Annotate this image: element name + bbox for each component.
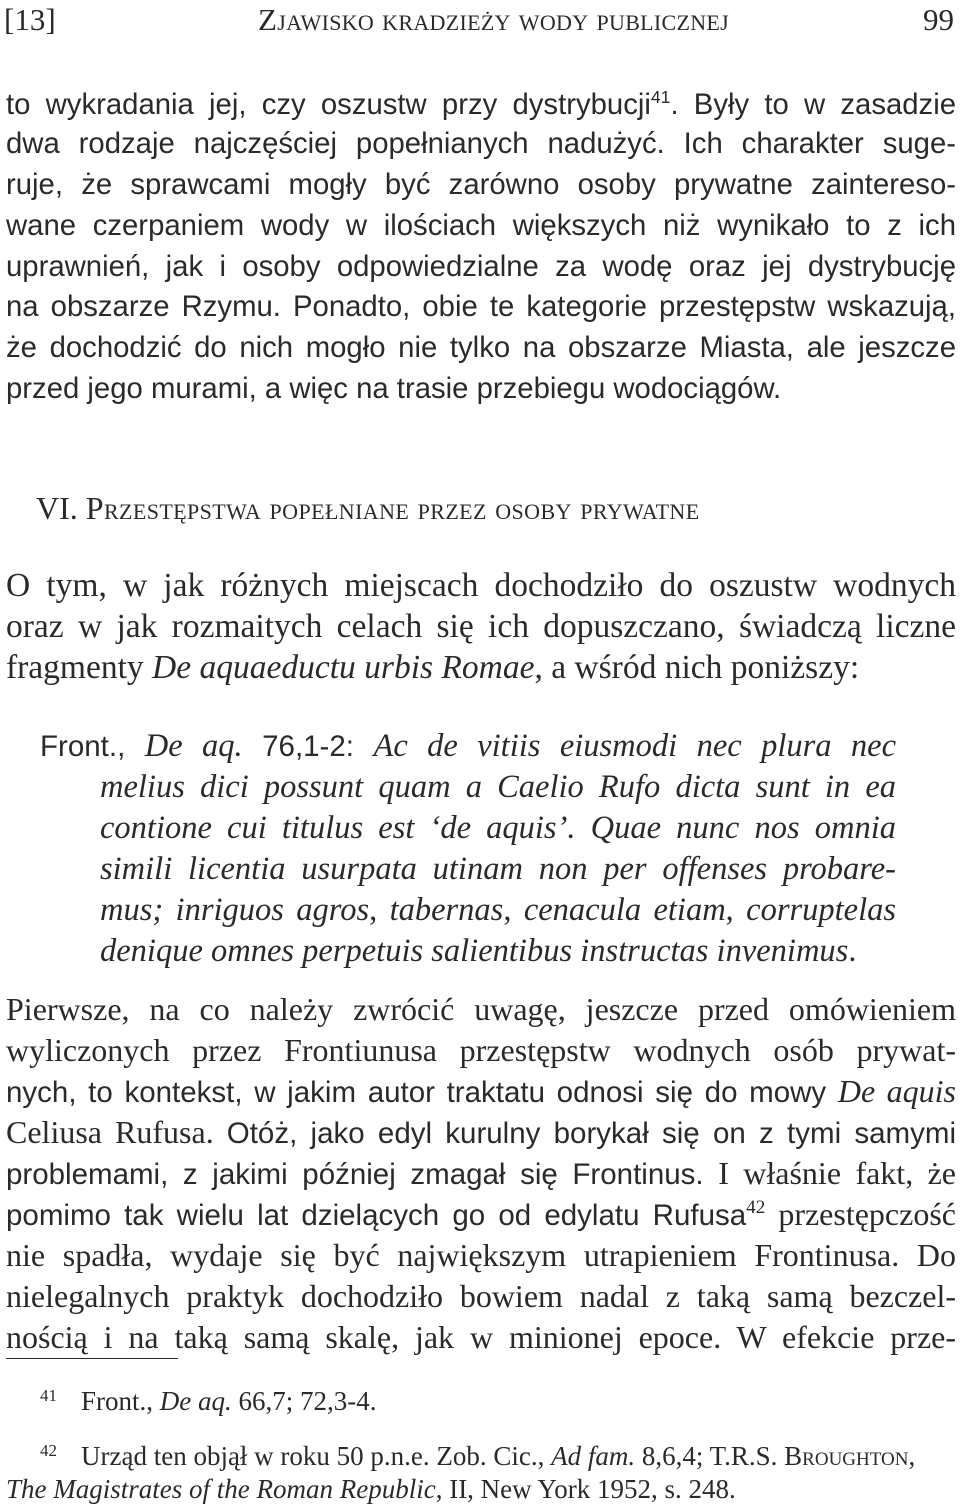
- footnote-ref-42[interactable]: 42: [746, 1197, 766, 1219]
- quote-line: Front., De aq. 76,1-2: Ac de vitiis eiusmodi nec plura nec: [40, 728, 896, 764]
- section-number: [13]: [4, 2, 56, 37]
- footnote-separator: [6, 1358, 178, 1359]
- section-heading-title: Przestępstwa popełniane przez osoby prywatne: [85, 490, 700, 526]
- quote-line: simili licentia usurpata utinam non per offenses probare-: [100, 851, 896, 887]
- text-line: przed jego murami, a więc na trasie przebiegu wodociągów.: [6, 372, 782, 405]
- text-line: pomimo tak wielu lat dzielących go od edylatu Rufusa$^{42}$ przestępczość: [6, 1196, 956, 1232]
- text-line: że dochodzić do nich mogło nie tylko na obszarze Miasta, ale jeszcze: [6, 331, 956, 364]
- text-line: Celiusa Rufusa. Otóż, jako edyl kurulny borykał się on z tymi samymi: [6, 1114, 956, 1150]
- quote-source: Front.,: [40, 730, 145, 763]
- footnote-ref-41[interactable]: 41: [650, 87, 671, 108]
- footnote-number: 41: [40, 1386, 57, 1405]
- text-line: to wykradania jej, czy oszustw przy dystrybucji$^{41}$. Były to w zasadzie: [6, 87, 956, 121]
- text-line: fragmenty De aquaeductu urbis Romae, a wśród nich poniższy:: [6, 649, 860, 686]
- text-line: nielegalnych praktyk dochodziło bowiem nadal z taką samą bezczel-: [6, 1278, 956, 1314]
- text-line: na obszarze Rzymu. Ponadto, obie te kategorie przestępstw wskazują,: [6, 290, 956, 323]
- footnote-42-continued: The Magistrates of the Roman Republic, II, New York 1952, s. 248.: [6, 1474, 736, 1504]
- quote-line: contione cui titulus est ‘de aquis’. Quae nunc nos omnia: [100, 810, 896, 846]
- quote-line: mus; inriguos agros, tabernas, cenacula etiam, corruptelas: [100, 892, 896, 928]
- text-line: problemami, z jakimi później zmagał się Frontinus. I właśnie fakt, że: [6, 1155, 956, 1191]
- quote-line: denique omnes perpetuis salientibus instructas invenimus.: [100, 933, 857, 969]
- section-heading: [36, 488, 700, 528]
- section-heading-number: VI.: [36, 490, 78, 526]
- text-line: dwa rodzaje najczęściej popełnianych nadużyć. Ich charakter suge-: [6, 127, 956, 160]
- page-number: 99: [923, 2, 954, 37]
- footnote-42: $^{42}$ Urząd ten objął w roku 50 p.n.e. Zob. Cic., Ad fam. 8,6,4; T.R.S. Broughton,: [40, 1441, 916, 1471]
- footnote-41: $^{41}$ Front., De aq. 66,7; 72,3-4.: [40, 1386, 377, 1416]
- text-line: wane czerpaniem wody w ilościach większych niż wynikało to z ich: [6, 209, 956, 242]
- text-line: oraz w jak rozmaitych celach się ich dopuszczano, świadczą liczne: [6, 608, 956, 645]
- work-title: De aquaeductu urbis Romae: [152, 649, 535, 686]
- text-line: nie spadła, wydaje się być największym utrapieniem Frontinusa. Do: [6, 1237, 956, 1273]
- text-line: uprawnień, jak i osoby odpowiedzialne za wodę oraz jej dystrybucję: [6, 250, 956, 283]
- running-header: [4, 2, 954, 38]
- footnote-number: 42: [40, 1441, 57, 1460]
- text-line: ruje, że sprawcami mogły być zarówno osoby prywatne zaintereso-: [6, 168, 956, 201]
- text-line: O tym, w jak różnych miejscach dochodziło do oszustw wodnych: [6, 567, 956, 604]
- work-title: De aquis: [837, 1073, 956, 1109]
- text-line: wyliczonych przez Frontiunusa przestępstw wodnych osób prywat-: [6, 1032, 956, 1068]
- running-title: Zjawisko kradzieży wody publicznej: [258, 2, 730, 37]
- text-line: nością i na taką samą skalę, jak w minionej epoce. W efekcie prze-: [6, 1319, 956, 1355]
- text-line: Pierwsze, na co należy zwrócić uwagę, jeszcze przed omówieniem: [6, 991, 956, 1027]
- quote-line: melius dici possunt quam a Caelio Rufo dicta sunt in ea: [100, 769, 896, 805]
- text-line: nych, to kontekst, w jakim autor traktatu odnosi się do mowy De aquis: [6, 1073, 956, 1109]
